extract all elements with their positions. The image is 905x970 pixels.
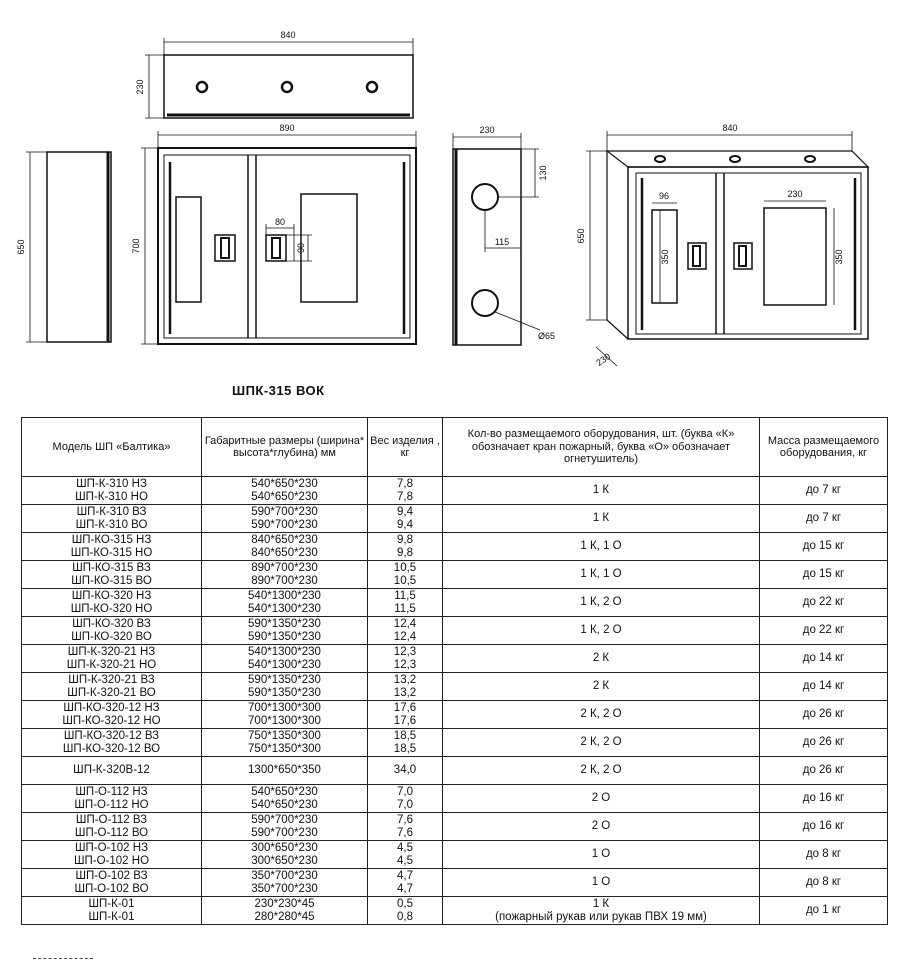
cell-model-line: ШП-К-310 НО bbox=[75, 490, 148, 503]
cell-weight bbox=[368, 477, 443, 505]
table-row bbox=[22, 785, 888, 813]
cell-dimensions bbox=[202, 701, 368, 729]
cell-mass: до 1 кг bbox=[760, 897, 888, 925]
cell-weight-line: 17,6 bbox=[393, 714, 417, 727]
cell-dimensions-line: 590*700*230 bbox=[251, 518, 318, 531]
table-row bbox=[22, 673, 888, 701]
cell-weight-line: 0,5 bbox=[397, 898, 413, 910]
cell-weight-line: 12,4 bbox=[393, 630, 417, 643]
cell-model bbox=[22, 701, 202, 729]
cell-weight bbox=[368, 505, 443, 533]
cell-mass: до 8 кг bbox=[760, 841, 888, 869]
cell-weight-line: 34,0 bbox=[393, 764, 417, 777]
cell-dimensions bbox=[202, 505, 368, 533]
cell-model-line: ШП-К-310 ВО bbox=[75, 518, 148, 531]
cell-mass: до 15 кг bbox=[760, 561, 888, 589]
cell-weight-line: 12,3 bbox=[393, 646, 417, 658]
cell-dimensions-line: 890*700*230 bbox=[251, 562, 318, 574]
cell-model-line: ШП-К-310 ВЗ bbox=[76, 506, 147, 518]
dim-side-height: 650 bbox=[16, 239, 26, 255]
cell-dimensions-line: 840*650*230 bbox=[251, 534, 318, 546]
dim-hole-offset-v: 130 bbox=[538, 165, 548, 181]
header-model: Модель ШП «Балтика» bbox=[22, 418, 202, 477]
cell-weight bbox=[368, 589, 443, 617]
header-weight: Вес изделия , кг bbox=[368, 418, 443, 477]
cell-equipment: 1 К bbox=[443, 477, 760, 505]
dim-iso-depth: 230 bbox=[594, 351, 613, 368]
cell-model-line: ШП-КО-320-12 НЗ bbox=[63, 702, 160, 714]
cell-model-line: ШП-К-01 bbox=[88, 910, 135, 923]
cell-weight bbox=[368, 701, 443, 729]
cell-mass: до 26 кг bbox=[760, 729, 888, 757]
cell-dimensions-line: 540*1300*230 bbox=[248, 658, 321, 671]
front-view bbox=[141, 131, 416, 344]
cell-weight bbox=[368, 645, 443, 673]
cell-model-line: ШП-К-320-21 ВЗ bbox=[68, 674, 155, 686]
cell-dimensions-line: 1300*650*350 bbox=[248, 764, 321, 777]
cell-dimensions-line: 540*1300*230 bbox=[248, 602, 321, 615]
cell-equipment: 1 К bbox=[443, 505, 760, 533]
table-row bbox=[22, 841, 888, 869]
isometric-view bbox=[586, 131, 868, 366]
cell-mass: до 26 кг bbox=[760, 701, 888, 729]
drawing-caption: ШПК-315 ВОК bbox=[232, 383, 325, 398]
cell-dimensions bbox=[202, 533, 368, 561]
table-row bbox=[22, 813, 888, 841]
cell-model-line: ШП-О-102 ВО bbox=[74, 882, 149, 895]
cell-weight-line: 0,8 bbox=[397, 910, 413, 923]
cell-equipment: 2 К bbox=[443, 673, 760, 701]
cell-weight-line: 13,2 bbox=[393, 686, 417, 699]
cell-equipment: 1 К, 1 О bbox=[443, 533, 760, 561]
table-row bbox=[22, 645, 888, 673]
cell-dimensions bbox=[202, 841, 368, 869]
cell-dimensions-line: 540*650*230 bbox=[251, 786, 318, 798]
cell-mass: до 26 кг bbox=[760, 757, 888, 785]
cell-model-line: ШП-К-320-21 ВО bbox=[67, 686, 156, 699]
cell-model bbox=[22, 477, 202, 505]
cell-weight bbox=[368, 729, 443, 757]
cell-mass: до 8 кг bbox=[760, 869, 888, 897]
side-view-left bbox=[26, 152, 111, 342]
cell-weight-line: 7,6 bbox=[397, 814, 413, 826]
cell-model-line: ШП-О-112 НЗ bbox=[75, 786, 148, 798]
technical-drawing bbox=[0, 0, 905, 412]
table-body bbox=[22, 477, 888, 925]
cell-dimensions bbox=[202, 561, 368, 589]
cell-model bbox=[22, 869, 202, 897]
cell-dimensions-line: 840*650*230 bbox=[251, 546, 318, 559]
cell-dimensions bbox=[202, 813, 368, 841]
cell-weight bbox=[368, 533, 443, 561]
table-row bbox=[22, 757, 888, 785]
cell-dimensions-line: 590*1350*230 bbox=[248, 686, 321, 699]
cell-dimensions-line: 700*1300*300 bbox=[248, 714, 321, 727]
cell-weight-line: 4,5 bbox=[397, 854, 413, 867]
cell-equipment: 2 К, 2 О bbox=[443, 729, 760, 757]
cell-model-line: ШП-КО-320 НЗ bbox=[71, 590, 152, 602]
cell-dimensions-line: 540*1300*230 bbox=[248, 646, 321, 658]
cell-dimensions-line: 540*650*230 bbox=[251, 478, 318, 490]
cell-model-line: ШП-КО-320-12 ВЗ bbox=[63, 730, 160, 742]
cell-model-line: ШП-О-102 НЗ bbox=[74, 842, 149, 854]
cell-equipment: 1 К, 2 О bbox=[443, 617, 760, 645]
table-row bbox=[22, 897, 888, 925]
cell-dimensions-line: 300*650*230 bbox=[251, 842, 318, 854]
cell-dimensions bbox=[202, 617, 368, 645]
cell-dimensions-line: 590*700*230 bbox=[251, 826, 318, 839]
cell-mass: до 16 кг bbox=[760, 785, 888, 813]
cell-equipment: 1 К, 2 О bbox=[443, 589, 760, 617]
cell-dimensions-line: 540*650*230 bbox=[251, 798, 318, 811]
cell-equipment: 2 К, 2 О bbox=[443, 757, 760, 785]
table-header-row bbox=[22, 418, 888, 477]
cell-dimensions-line: 300*650*230 bbox=[251, 854, 318, 867]
cell-dimensions-line: 700*1300*300 bbox=[248, 702, 321, 714]
cell-model bbox=[22, 645, 202, 673]
cell-model-line: ШП-КО-315 ВО bbox=[71, 574, 152, 587]
cell-model bbox=[22, 505, 202, 533]
cell-weight-line: 4,7 bbox=[397, 882, 413, 895]
cell-model bbox=[22, 757, 202, 785]
cell-equipment: 2 К, 2 О bbox=[443, 701, 760, 729]
cell-model-line: ШП-КО-320-12 ВО bbox=[62, 742, 161, 755]
cell-dimensions-line: 350*700*230 bbox=[251, 882, 318, 895]
cell-dimensions bbox=[202, 589, 368, 617]
cell-model bbox=[22, 785, 202, 813]
dim-top-width: 840 bbox=[280, 30, 296, 40]
dim-front-width: 890 bbox=[279, 123, 295, 133]
cell-equipment: 1 К (пожарный рукав или рукав ПВХ 19 мм) bbox=[443, 897, 760, 925]
cell-dimensions bbox=[202, 645, 368, 673]
table-row bbox=[22, 477, 888, 505]
cell-model-line: ШП-КО-320 НО bbox=[70, 602, 153, 615]
dim-hole-diameter: Ø65 bbox=[538, 331, 556, 341]
cell-weight-line: 18,5 bbox=[393, 742, 417, 755]
cell-weight-line: 10,5 bbox=[393, 562, 417, 574]
cell-model bbox=[22, 589, 202, 617]
cell-weight-line: 9,4 bbox=[397, 506, 413, 518]
cell-dimensions-line: 590*1350*230 bbox=[248, 674, 321, 686]
top-view bbox=[145, 38, 413, 118]
cell-mass: до 14 кг bbox=[760, 673, 888, 701]
cell-model-line: ШП-К-310 НЗ bbox=[76, 478, 147, 490]
cell-weight-line: 7,0 bbox=[397, 798, 413, 811]
footer-divider bbox=[33, 958, 93, 961]
dim-iso-left-h: 350 bbox=[660, 249, 670, 265]
cell-dimensions-line: 590*700*230 bbox=[251, 814, 318, 826]
cell-weight bbox=[368, 897, 443, 925]
cell-mass: до 7 кг bbox=[760, 505, 888, 533]
cell-weight-line: 18,5 bbox=[393, 730, 417, 742]
cell-weight-line: 11,5 bbox=[394, 590, 416, 602]
cell-weight bbox=[368, 785, 443, 813]
cell-model-line: ШП-КО-320 ВО bbox=[71, 630, 152, 643]
cell-weight-line: 13,2 bbox=[393, 674, 417, 686]
header-mass: Масса размещаемого оборудования, кг bbox=[760, 418, 888, 477]
cell-mass: до 22 кг bbox=[760, 589, 888, 617]
cell-dimensions-line: 590*1350*230 bbox=[248, 630, 321, 643]
cell-model-line: ШП-КО-315 НО bbox=[70, 546, 153, 559]
cell-model bbox=[22, 617, 202, 645]
cell-model bbox=[22, 813, 202, 841]
cell-weight-line: 10,5 bbox=[393, 574, 417, 587]
cell-dimensions bbox=[202, 785, 368, 813]
table-row bbox=[22, 505, 888, 533]
table-row bbox=[22, 589, 888, 617]
cell-dimensions-line: 540*650*230 bbox=[251, 490, 318, 503]
cell-model bbox=[22, 561, 202, 589]
cell-model bbox=[22, 729, 202, 757]
cell-dimensions bbox=[202, 477, 368, 505]
dim-side-view-width: 230 bbox=[479, 125, 495, 135]
cell-weight bbox=[368, 869, 443, 897]
cell-weight bbox=[368, 813, 443, 841]
cell-weight-line: 9,4 bbox=[397, 518, 413, 531]
dim-hole-offset-h: 115 bbox=[494, 237, 510, 247]
dim-top-depth: 230 bbox=[135, 79, 145, 95]
table-row bbox=[22, 617, 888, 645]
cell-dimensions-line: 750*1350*300 bbox=[248, 742, 321, 755]
cell-equipment: 2 О bbox=[443, 813, 760, 841]
cell-weight-line: 9,8 bbox=[397, 534, 413, 546]
cell-model-line: ШП-К-01 bbox=[88, 898, 135, 910]
cell-dimensions bbox=[202, 869, 368, 897]
dim-iso-width: 840 bbox=[722, 123, 738, 133]
cell-equipment: 1 К, 1 О bbox=[443, 561, 760, 589]
dim-iso-height: 650 bbox=[576, 228, 586, 244]
cell-model-line: ШП-О-112 ВЗ bbox=[75, 814, 148, 826]
dim-iso-right-h: 350 bbox=[834, 249, 844, 265]
cell-model-line: ШП-К-320-21 НЗ bbox=[67, 646, 156, 658]
cell-dimensions-line: 350*700*230 bbox=[251, 870, 318, 882]
table-row bbox=[22, 533, 888, 561]
cell-mass: до 14 кг bbox=[760, 645, 888, 673]
cell-weight-line: 4,5 bbox=[397, 842, 413, 854]
cell-weight-line: 4,7 bbox=[397, 870, 413, 882]
cell-dimensions-line: 590*1350*230 bbox=[248, 618, 321, 630]
dim-iso-window-right: 230 bbox=[787, 189, 803, 199]
cell-weight bbox=[368, 841, 443, 869]
cell-weight bbox=[368, 757, 443, 785]
cell-equipment: 1 О bbox=[443, 869, 760, 897]
cell-weight bbox=[368, 673, 443, 701]
cell-mass: до 16 кг bbox=[760, 813, 888, 841]
dim-handle-width: 80 bbox=[274, 217, 286, 227]
cell-weight bbox=[368, 561, 443, 589]
spec-table bbox=[21, 417, 888, 925]
cell-dimensions bbox=[202, 757, 368, 785]
table-row bbox=[22, 729, 888, 757]
cell-weight-line: 9,8 bbox=[397, 546, 413, 559]
table-row bbox=[22, 869, 888, 897]
cell-dimensions bbox=[202, 729, 368, 757]
table-row bbox=[22, 701, 888, 729]
dim-iso-window-left: 96 bbox=[658, 191, 670, 201]
cell-weight-line: 7,0 bbox=[397, 786, 413, 798]
cell-weight-line: 11,5 bbox=[394, 602, 416, 615]
cell-model-line: ШП-О-102 НО bbox=[73, 854, 150, 867]
cell-model bbox=[22, 897, 202, 925]
cell-model-line: ШП-КО-320 ВЗ bbox=[72, 618, 151, 630]
cell-model bbox=[22, 533, 202, 561]
cell-dimensions-line: 540*1300*230 bbox=[248, 590, 321, 602]
cell-model-line: ШП-О-112 НО bbox=[74, 798, 149, 811]
cell-dimensions-line: 750*1350*300 bbox=[248, 730, 321, 742]
header-dimensions: Габаритные размеры (ширина* высота*глубина) мм bbox=[202, 418, 368, 477]
cell-weight-line: 17,6 bbox=[393, 702, 417, 714]
dim-front-height: 700 bbox=[131, 238, 141, 254]
cell-equipment: 1 О bbox=[443, 841, 760, 869]
cell-model-line: ШП-КО-315 НЗ bbox=[71, 534, 152, 546]
cell-mass: до 15 кг bbox=[760, 533, 888, 561]
cell-mass: до 22 кг bbox=[760, 617, 888, 645]
dim-handle-height: 90 bbox=[296, 242, 306, 254]
cell-dimensions-line: 280*280*45 bbox=[254, 910, 315, 923]
cell-weight-line: 7,8 bbox=[397, 478, 413, 490]
cell-model bbox=[22, 841, 202, 869]
cell-dimensions bbox=[202, 673, 368, 701]
cell-weight-line: 12,3 bbox=[393, 658, 417, 671]
cell-weight-line: 7,6 bbox=[397, 826, 413, 839]
cell-model-line: ШП-О-112 ВО bbox=[74, 826, 149, 839]
header-equipment: Кол-во размещаемого оборудования, шт. (буква «К» обозначает кран пожарный, буква «О» обозначает огнетушитель) bbox=[443, 418, 760, 477]
table-row bbox=[22, 561, 888, 589]
cell-model-line: ШП-КО-320-12 НО bbox=[62, 714, 161, 727]
cell-equipment: 2 О bbox=[443, 785, 760, 813]
cell-model-line: ШП-К-320В-12 bbox=[73, 764, 150, 777]
cell-model-line: ШП-О-102 ВЗ bbox=[75, 870, 148, 882]
cell-mass: до 7 кг bbox=[760, 477, 888, 505]
cell-weight bbox=[368, 617, 443, 645]
cell-weight-line: 12,4 bbox=[393, 618, 417, 630]
cell-model-line: ШП-КО-315 ВЗ bbox=[72, 562, 151, 574]
cell-model bbox=[22, 673, 202, 701]
cell-equipment: 2 К bbox=[443, 645, 760, 673]
cell-dimensions-line: 890*700*230 bbox=[251, 574, 318, 587]
cell-dimensions bbox=[202, 897, 368, 925]
cell-model-line: ШП-К-320-21 НО bbox=[66, 658, 157, 671]
cell-dimensions-line: 230*230*45 bbox=[254, 898, 315, 910]
cell-weight-line: 7,8 bbox=[397, 490, 413, 503]
cell-dimensions-line: 590*700*230 bbox=[251, 506, 318, 518]
